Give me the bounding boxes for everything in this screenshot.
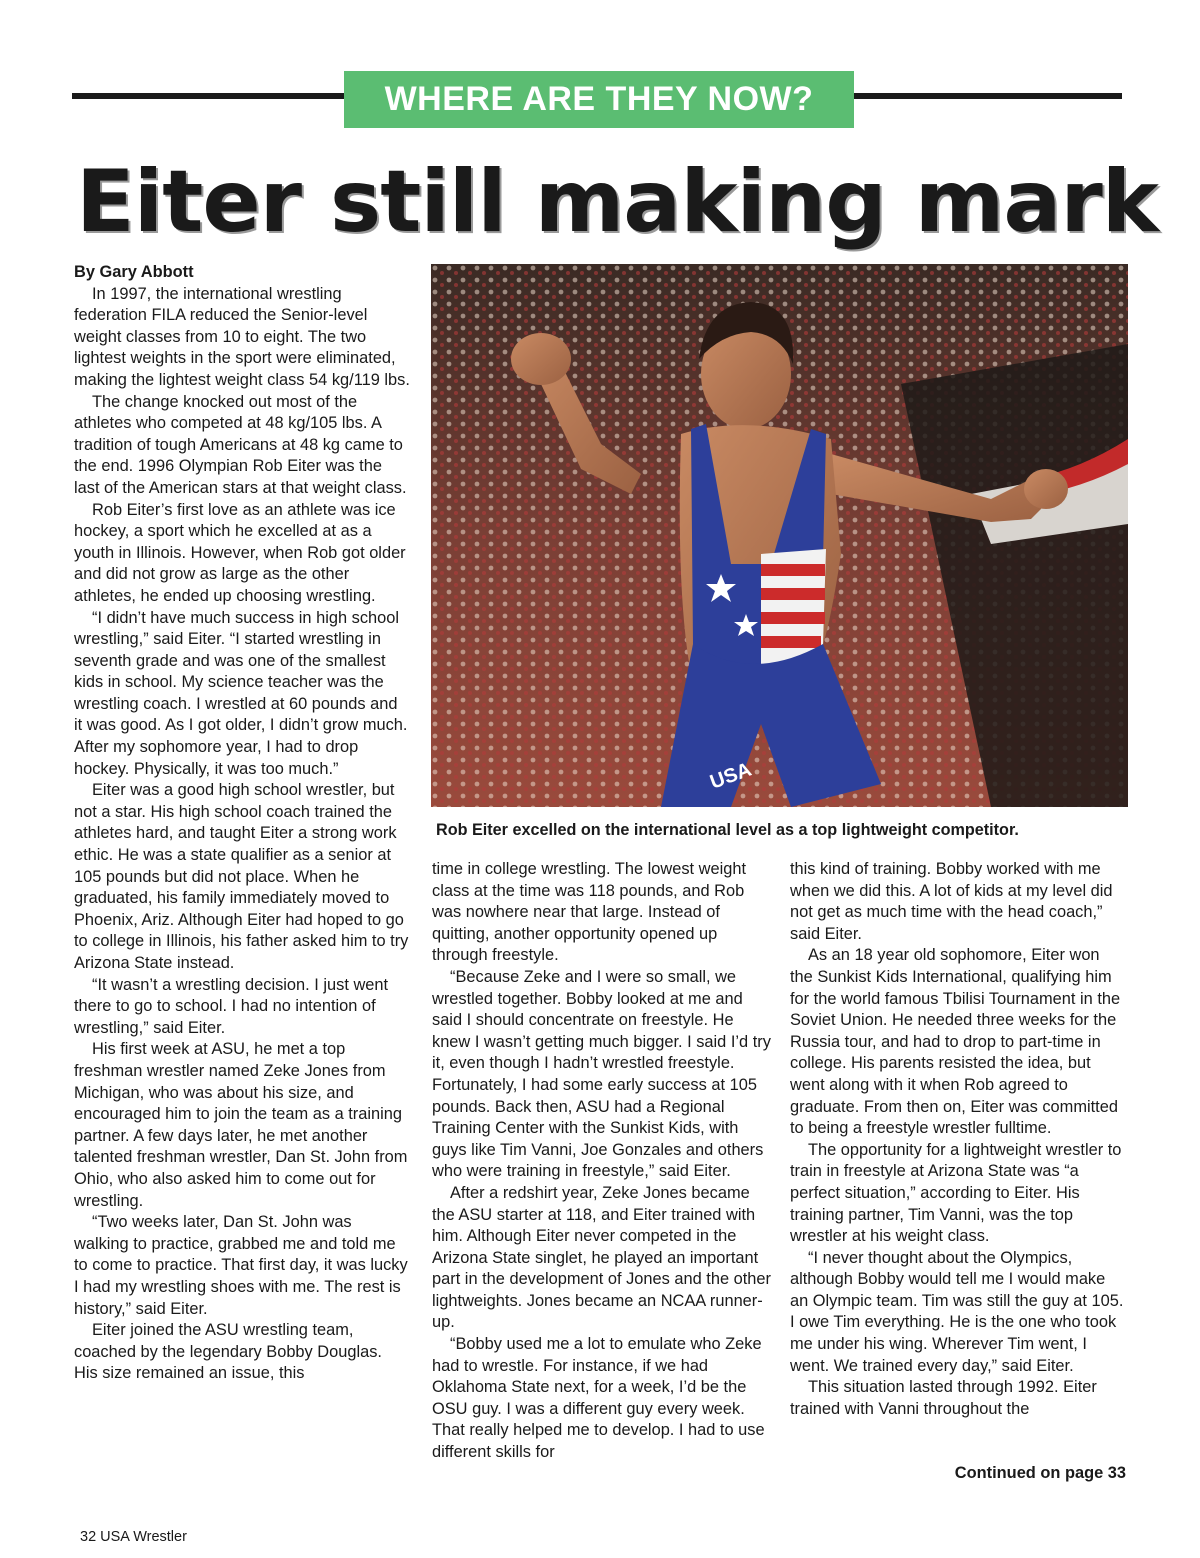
- continued-link[interactable]: Continued on page 33: [954, 1464, 1126, 1482]
- paragraph: this kind of training. Bobby worked with me when we did this. A lot of kids at my level did not get as much time with the head coach,” said Eiter.: [790, 860, 1113, 943]
- paragraph: This situation lasted through 1992. Eiter trained with Vanni throughout the: [790, 1378, 1097, 1418]
- article-column-1: [74, 262, 410, 1385]
- paragraph: “Two weeks later, Dan St. John was walking to practice, grabbed me and told me to come to practice. That first day, it was lucky I had my wrestling shoes with me. The rest is history,” said Eiter.: [74, 1213, 408, 1318]
- paragraph: Eiter was a good high school wrestler, but not a star. His high school coach trained the athletes hard, and taught Eiter a strong work ethic. He was a state qualifier as a senior at 105 pounds but did not place. When he graduated, his family immediately moved to Phoenix, Ariz. Although Eiter had hoped to go to college in Illinois, his father asked him to try Arizona State instead.: [74, 781, 409, 972]
- paragraph: “Bobby used me a lot to emulate who Zeke had to wrestle. For instance, if we had Oklahoma State next, for a week, I’d be the OSU guy. I was a different guy every week. That really helped me to develop. I had to use different skills for: [432, 1335, 765, 1462]
- paragraph: In 1997, the international wrestling federation FILA reduced the Senior-level weight classes from 10 to eight. The two lightest weights in the sport were eliminated, making the lightest weight class 54 kg/119 lbs.: [74, 284, 410, 389]
- paragraph: The opportunity for a lightweight wrestler to train in freestyle at Arizona State was “a perfect situation,” according to Eiter. His training partner, Tim Vanni, was the top wrestler at his weight class.: [790, 1140, 1122, 1246]
- paragraph: The change knocked out most of the athletes who competed at 48 kg/105 lbs. A tradition of tough Americans at 48 kg came to the end. 1996 Olympian Rob Eiter was the last of the American stars at that weight class.: [74, 392, 407, 497]
- page-folio: 32 USA Wrestler: [80, 1529, 187, 1545]
- wrestler-photo-illustration: [431, 264, 1128, 807]
- paragraph: After a redshirt year, Zeke Jones became the ASU starter at 118, and Eiter trained with him. Although Eiter never competed in the Arizona State singlet, he played an important part in the development of Jones and the other lightweights. Jones became an NCAA runner-up.: [432, 1183, 771, 1332]
- wrestler-photo: [431, 264, 1128, 807]
- paragraph: “It wasn’t a wrestling decision. I just went there to go to school. I had no intention of wrestling,” said Eiter.: [74, 975, 389, 1037]
- paragraph: “I never thought about the Olympics, although Bobby would tell me I would make an Olympic team. Tim was still the guy at 105. I owe Tim everything. He is the one who took me under his wing. Wherever Tim went, I went. We trained every day,” said Eiter.: [790, 1248, 1124, 1375]
- article-column-2: [432, 859, 772, 1464]
- paragraph: “Because Zeke and I were so small, we wrestled together. Bobby looked at me and said I should concentrate on freestyle. He knew I wasn’t getting much bigger. I said I’d try it, even though I hadn’t wrestled freestyle. Fortunately, I had some early success at 105 pounds. Back then, ASU had a Regional Training Center with the Sunkist Kids, with guys like Tim Vanni, Joe Gonzales and others who were training in freestyle,” said Eiter.: [432, 967, 771, 1181]
- paragraph: His first week at ASU, he met a top freshman wrestler named Zeke Jones from Michigan, who was about his size, and encouraged him to join the team as a training partner. A few days later, he met another talented freshman wrestler, Dan St. John from Ohio, who also asked him to come out for wrestling.: [74, 1040, 408, 1210]
- section-kicker: WHERE ARE THEY NOW?: [344, 71, 854, 128]
- article-column-3: [790, 859, 1126, 1420]
- header-rule-right: [854, 93, 1122, 99]
- paragraph: time in college wrestling. The lowest weight class at the time was 118 pounds, and Rob was nowhere near that large. Instead of quitting, another opportunity opened up through freestyle.: [432, 860, 746, 965]
- singlet-usa-text: USA: [707, 758, 755, 794]
- paragraph: “I didn’t have much success in high school wrestling,” said Eiter. “I started wrestling in seventh grade and was one of the smallest kids in school. My science teacher was the wrestling coach. I wrestled at 60 pounds and it was good. As I got older, I didn’t grow much. After my sophomore year, I had to drop hockey. Physically, it was too much.”: [74, 608, 408, 778]
- article-headline: Eiter still making mark: [76, 152, 1158, 252]
- paragraph: As an 18 year old sophomore, Eiter won the Sunkist Kids International, qualifying him for the world famous Tbilisi Tournament in the Soviet Union. He needed three weeks for the Russia tour, and had to drop to part-time in college. His parents resisted the idea, but went along with it when Rob agreed to graduate. From then on, Eiter was committed to being a freestyle wrestler fulltime.: [790, 946, 1121, 1138]
- paragraph: Eiter joined the ASU wrestling team, coached by the legendary Bobby Douglas. His size remained an issue, this: [74, 1321, 382, 1383]
- paragraph: Rob Eiter’s first love as an athlete was ice hockey, a sport which he excelled at as a youth in Illinois. However, when Rob got older and did not grow as large as the other athletes, he ended up choosing wrestling.: [74, 500, 406, 605]
- photo-caption: Rob Eiter excelled on the international level as a top lightweight competitor.: [436, 821, 1019, 839]
- byline: By Gary Abbott: [74, 263, 194, 281]
- header-rule-left: [72, 93, 344, 99]
